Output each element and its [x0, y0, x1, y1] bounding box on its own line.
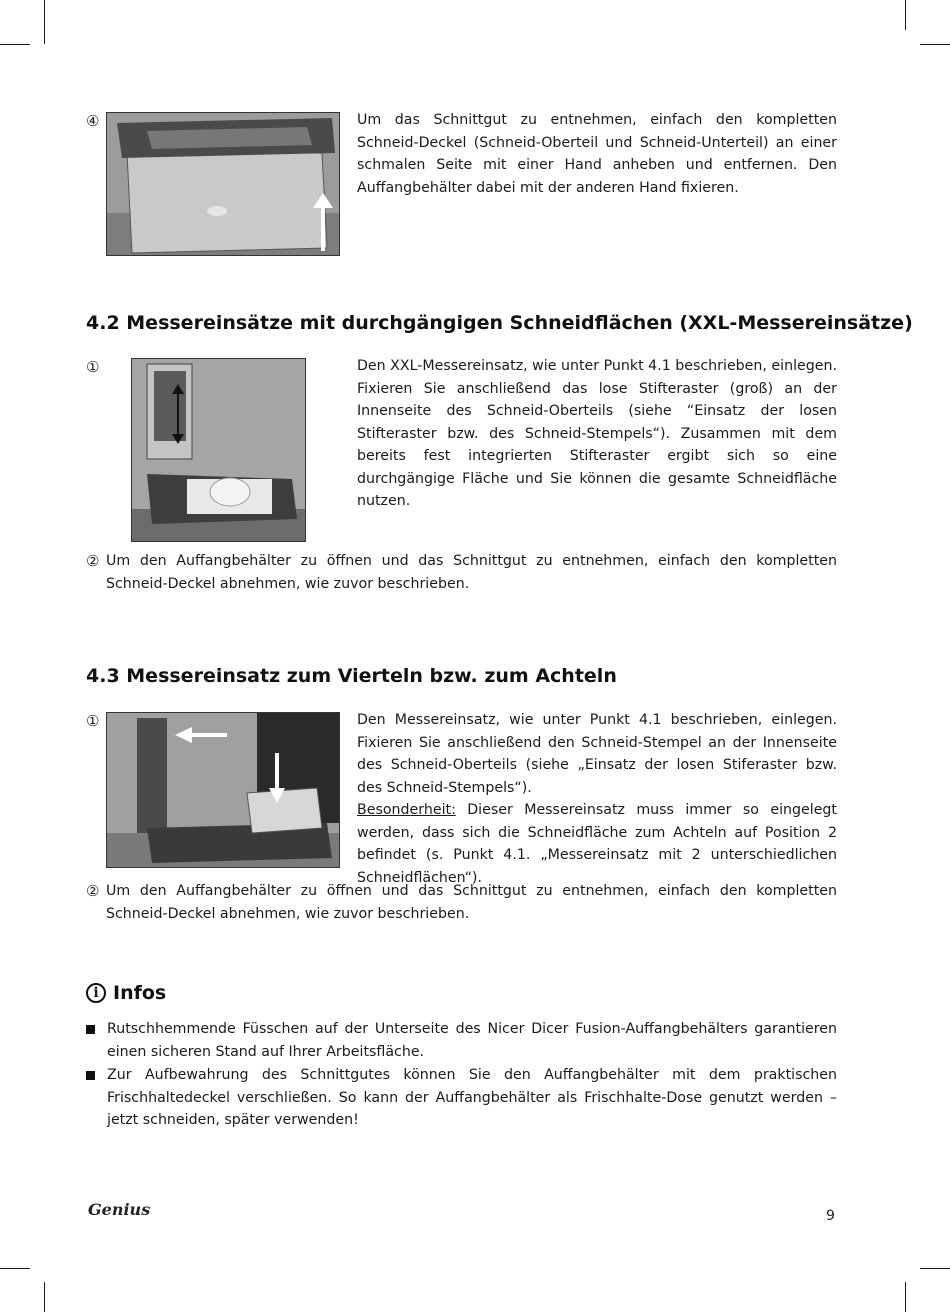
step-number: ④ [86, 112, 100, 130]
section43-step1-text [357, 709, 837, 889]
section43-step1-main: Den Messereinsatz, wie unter Punkt 4.1 beschrieben, einlegen. Fixieren Sie anschließend den Schneid-Stempel an der Innenseite des Schneid-Oberteils (siehe „Einsatz der losen Stiferaster bzw. des Schneid-Stempels“). [357, 712, 837, 796]
section43-step2-text: Um den Auffangbehälter zu öffnen und das Schnittgut zu entnehmen, einfach den kompletten Schneid-Deckel abnehmen, wie zuvor beschrieben. [106, 883, 837, 922]
info-item: Rutschhemmende Füsschen auf der Unterseite des Nicer Dicer Fusion-Auffangbehälters garantieren einen sicheren Stand auf Ihrer Arbeitsfläche. [107, 1021, 837, 1060]
page-number: 9 [826, 1208, 835, 1224]
step4-text: Um das Schnittgut zu entnehmen, einfach den kompletten Schneid-Deckel (Schneid-Oberteil und Schneid-Unterteil) an einer schmalen Seite mit einer Hand anheben und entfernen. Den Auffangbehälter dabei mit der anderen Hand fixieren. [357, 112, 837, 196]
crop-mark [905, 1282, 906, 1312]
section42-step1-text: Den XXL-Messereinsatz, wie unter Punkt 4.1 beschrieben, einlegen. Fixieren Sie anschließend das lose Stifteraster (groß) an der Innenseite des Schneid-Oberteils (siehe “Einsatz der losen Stifteraster bzw. des Schneid-Stempels“). Zusammen mit dem bereits fest integrierten Stifteraster ergibt sich so eine durchgängige Fläche und Sie können die gesamte Schneidfläche nutzen. [357, 358, 837, 509]
section-heading-4-2: 4.2 Messereinsätze mit durchgängigen Schneidflächen (XXL-Messereinsätze) [86, 312, 913, 334]
crop-mark [44, 0, 45, 44]
step-number: ② [86, 552, 100, 570]
crop-mark [0, 44, 30, 45]
step-number: ① [86, 358, 100, 376]
photo-quarter-insert [106, 712, 340, 868]
crop-mark [920, 44, 950, 45]
section42-step2-text: Um den Auffangbehälter zu öffnen und das Schnittgut zu entnehmen, einfach den kompletten Schneid-Deckel abnehmen, wie zuvor beschrieben. [106, 553, 837, 592]
photo-lifting-lid [106, 112, 340, 256]
infos-heading: Infos [113, 982, 167, 1004]
bullet-icon [86, 1025, 95, 1034]
info-item: Zur Aufbewahrung des Schnittgutes können Sie den Auffangbehälter mit dem praktischen Frischhaltedeckel verschließen. So kann der Auffangbehälter als Frischhalte-Dose genutzt werden – jetzt schneiden, später verwenden! [107, 1067, 837, 1128]
bullet-icon [86, 1071, 95, 1080]
section-heading-4-3: 4.3 Messereinsatz zum Vierteln bzw. zum Achteln [86, 665, 617, 687]
step-number: ① [86, 712, 100, 730]
crop-mark [44, 1282, 45, 1312]
crop-mark [920, 1268, 950, 1269]
step-number: ② [86, 882, 100, 900]
info-icon: i [86, 983, 106, 1003]
crop-mark [0, 1268, 30, 1269]
crop-mark [905, 0, 906, 30]
genius-logo: Genius [88, 1200, 151, 1219]
special-text: Dieser Messereinsatz muss immer so eingelegt werden, dass sich die Schneidfläche zum Achteln auf Position 2 befindet (s. Punkt 4.1. „Messereinsatz mit 2 unterschiedlichen Schneidflächen“). [357, 802, 837, 886]
photo-xxl-insert [131, 358, 306, 542]
special-label: Besonderheit: [357, 802, 456, 818]
